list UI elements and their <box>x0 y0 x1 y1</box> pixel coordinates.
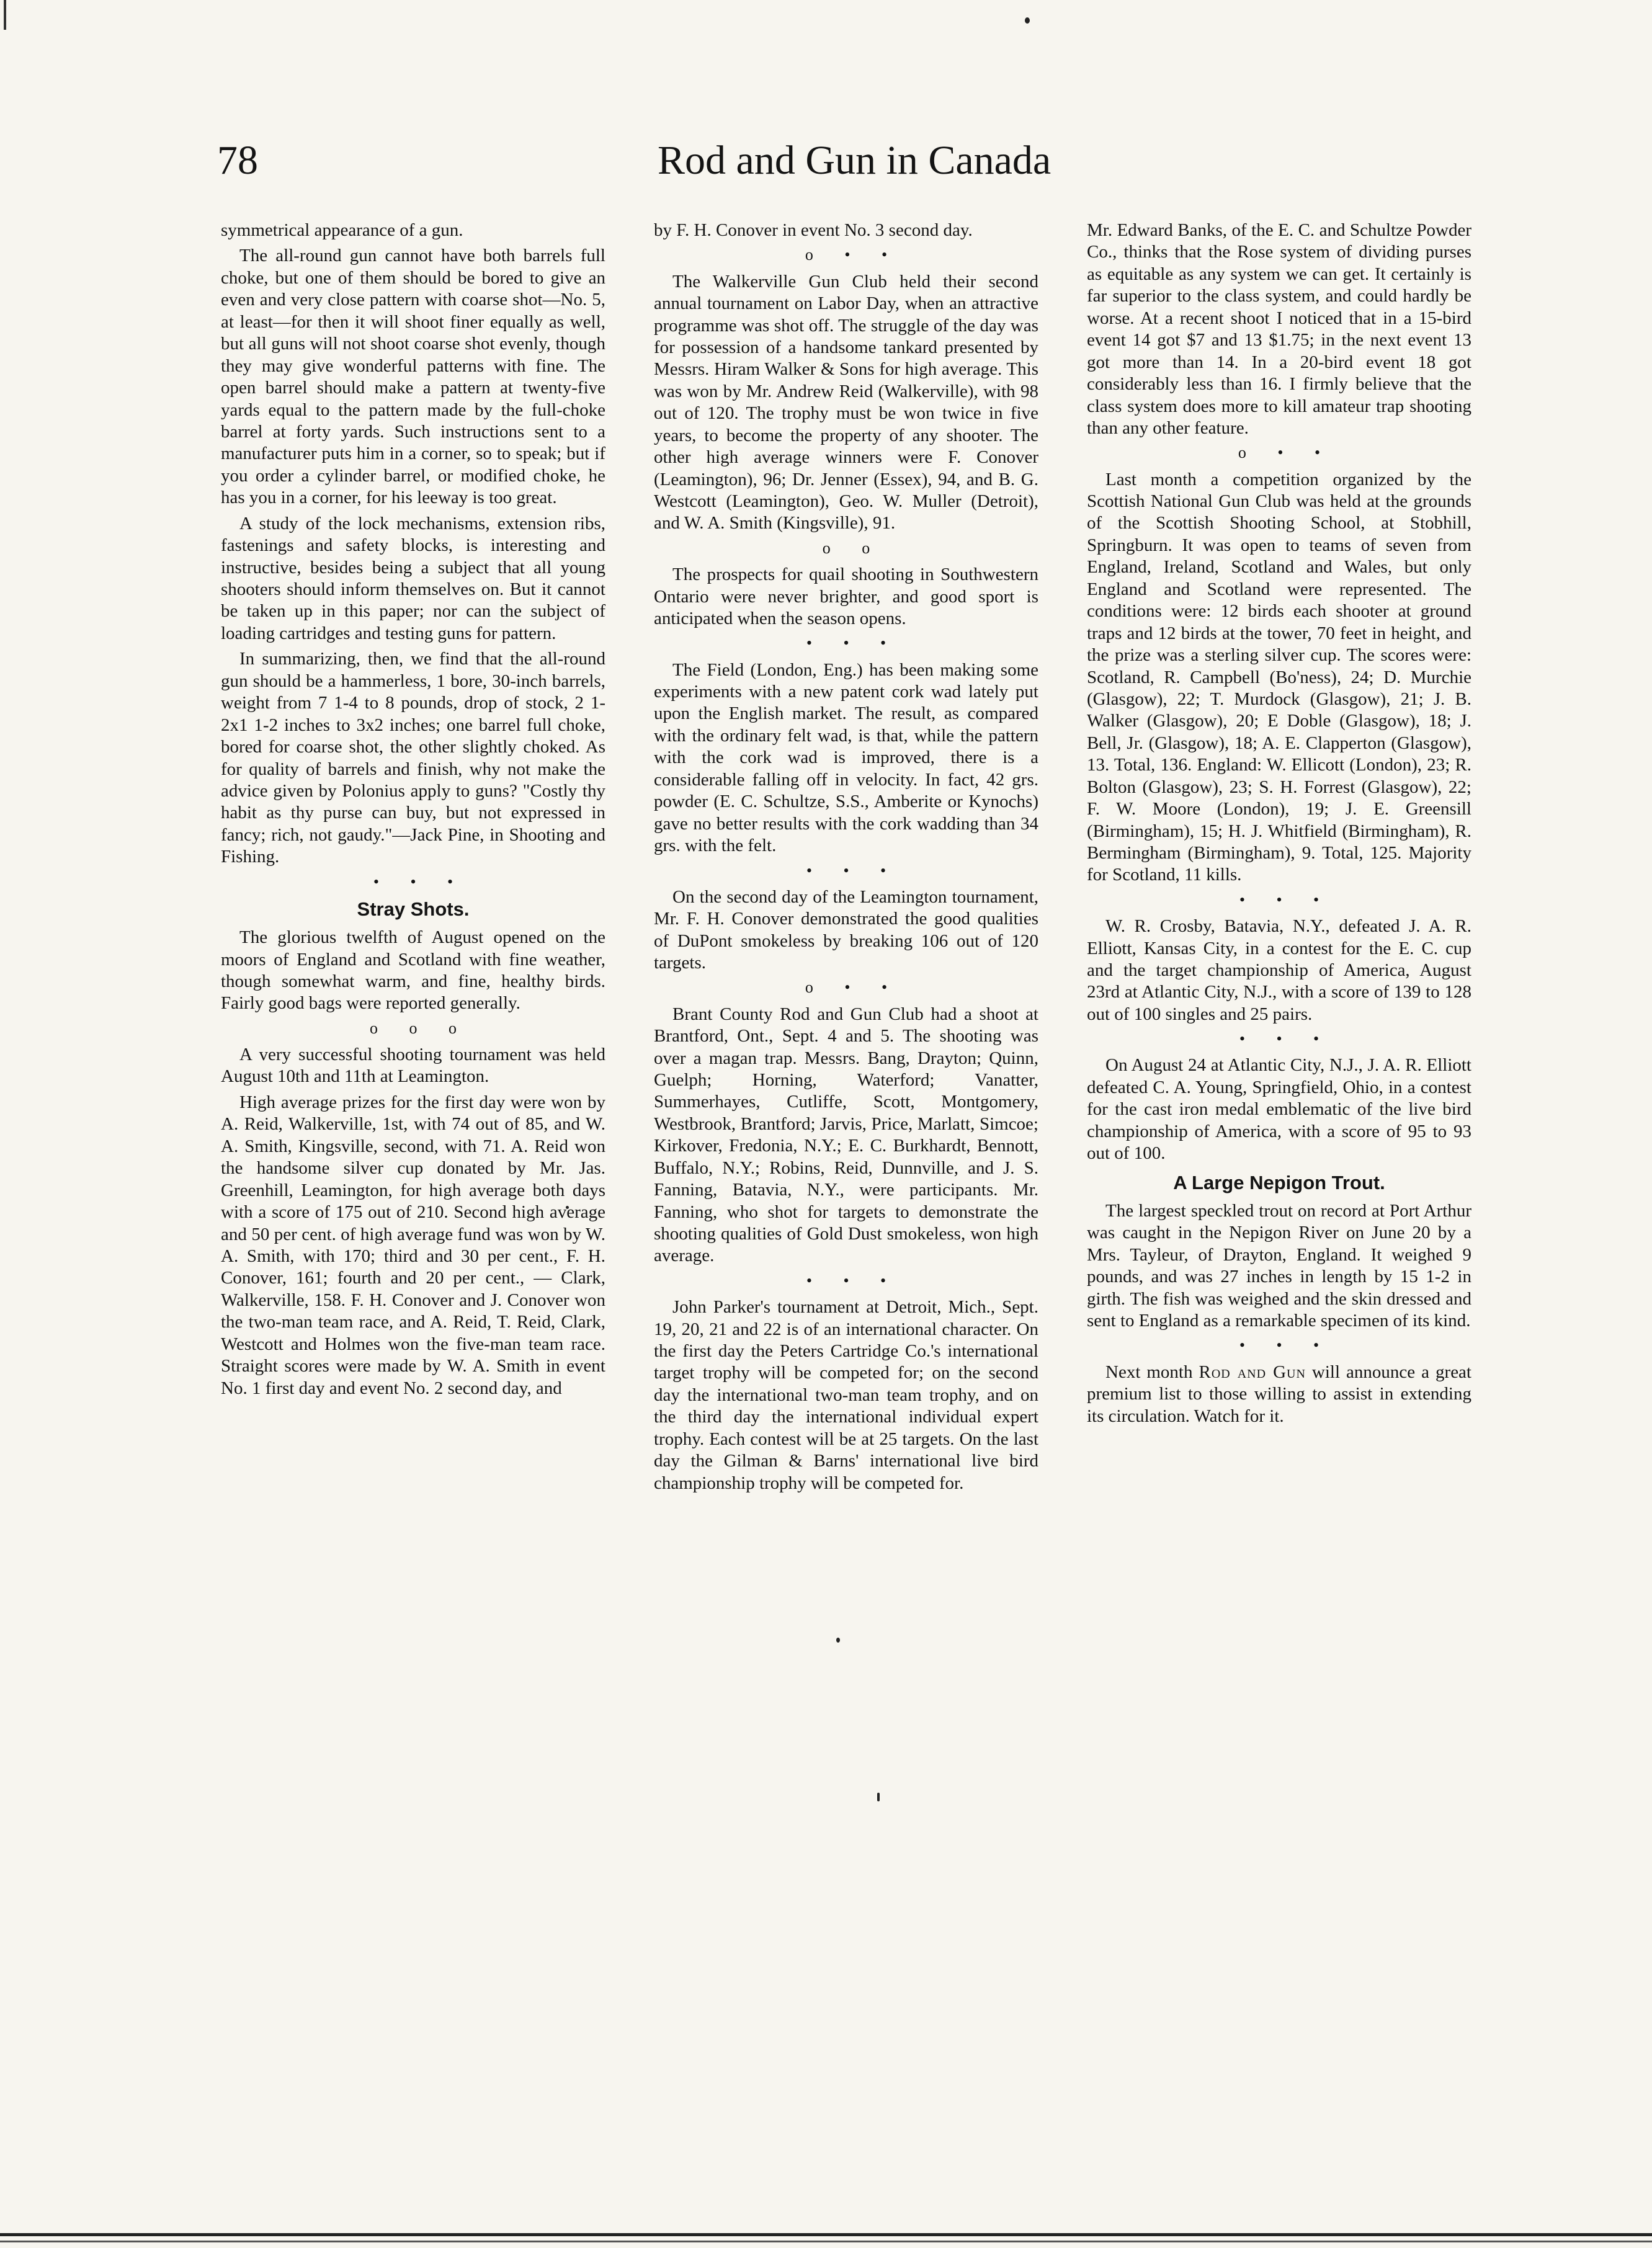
column-3 <box>1087 220 1471 1431</box>
section-separator: o • • <box>805 246 901 264</box>
section-heading-nepigon-trout: A Large Nepigon Trout. <box>1173 1171 1385 1193</box>
paragraph: A study of the lock mechanisms, extension ribs, fastenings and safety blocks, is interesting and instructive, besides being a subject that all young shooters should inform themselves on. But it cannot be taken up in this paper; nor can the subject of loading cartridges and testing guns for pattern. <box>221 513 605 643</box>
running-head: Rod and Gun in Canada <box>658 138 1051 183</box>
paragraph: High average prizes for the first day were won by A. Reid, Walkerville, 1st, with 74 out of 85, and W. A. Smith, Kingsville, second, with 71. A. Reid won the handsome silver cup donated by Mr. Jas. Greenhill, Leamington, for high average both days with a score of 175 out of 210. Second high average and 50 per cent. of high average fund was won by W. A. Smith, with 170; third and 30 per cent., F. H. Conover, 161; fourth and 20 per cent., — Clark, Walkerville, 158. F. H. Conover and J. Conover won the two-man team race, and A. Reid, T. Reid, Clark, Westcott and Holmes won the five-man team race. Straight scores were made by W. A. Smith in event No. 1 first day and event No. 2 second day, and <box>221 1092 605 1398</box>
ink-speck <box>836 1638 840 1643</box>
section-separator: o • • <box>805 978 901 997</box>
paragraph: In summarizing, then, we find that the all-round gun should be a hammerless, 1 bore, 30-inch barrels, weight from 7 1-4 to 8 pounds, drop of stock, 2 1-2x1 1-2 inches to 3x2 inches; one barrel full choke, bored for coarse shot, the other slightly choked. As for quality of barrels and finish, why not make the advice given by Polonius apply to guns? "Costly thy habit as thy purse can buy, but not expressed in fancy; rich, not gaudy."—Jack Pine, in Shooting and Fishing. <box>221 649 605 867</box>
bottom-rule-thin <box>0 2241 1652 2242</box>
paragraph: symmetrical appearance of a gun. <box>221 220 463 240</box>
bottom-rule <box>0 2233 1652 2236</box>
announcement-lead: Next month <box>1105 1362 1199 1382</box>
section-separator: • • • <box>806 1271 900 1290</box>
section-separator: • • • <box>806 861 900 880</box>
page-number: 78 <box>217 138 258 183</box>
paragraph-announcement <box>1087 1362 1471 1427</box>
announcement-rest: will announce a great premium list to those willing to assist in extending its circulation. Watch for it. <box>1087 1362 1471 1426</box>
section-separator: o o <box>822 538 884 557</box>
paragraph: Mr. Edward Banks, of the E. C. and Schultze Powder Co., thinks that the Rose system of dividing purses as equitable as any system we can get. It certainly is far superior to the class system, and could hardly be worse. At a recent shoot I noticed that in a 15-bird event 14 got $7 and 13 $1.75; in the next event 13 got more than 14. In a 20-bird event 18 got considerably less than 16. I firmly believe that the class system does more to kill amateur trap shooting than any other feature. <box>1087 220 1471 438</box>
paragraph: The largest speckled trout on record at Port Arthur was caught in the Nepigon River on June 20 by a Mrs. Tayleur, of Drayton, England. It weighed 9 pounds, and was 27 inches in length by 15 1-2 in girth. The fish was weighed and the skin dressed and sent to England as a remarkable specimen of its kind. <box>1087 1200 1471 1331</box>
section-separator: • • • <box>1239 1030 1333 1048</box>
paragraph: The glorious twelfth of August opened on the moors of England and Scotland with fine weather, though somewhat warm, and fine, healthy birds. Fairly good bags were reported generally. <box>221 927 605 1014</box>
magazine-name: Rod and Gun <box>1199 1362 1306 1382</box>
paragraph: by F. H. Conover in event No. 3 second day. <box>654 220 973 240</box>
ink-speck <box>877 1793 880 1801</box>
paragraph: On August 24 at Atlantic City, N.J., J. A. R. Elliott defeated C. A. Young, Springfield, Ohio, in a contest for the cast iron medal emblematic of the live bird championship of America, with a score of 95 to 93 out of 100. <box>1087 1055 1471 1164</box>
paragraph: Last month a competition organized by the Scottish National Gun Club was held at the grounds of the Scottish Shooting School, at Stobhill, Springburn. It was open to teams of seven from England, Ireland, Scotland and Wales, but only England and Scotland were represented. The conditions were: 12 birds each shooter at ground traps and 12 birds at the tower, 70 feet in height, and the prize was a sterling silver cup. The scores were: Scotland, R. Campbell (Bo'ness), 24; D. Murchie (Glasgow), 22; T. Murdock (Glasgow), 21; J. B. Walker (Glasgow), 20; E Doble (Glasgow), 18; J. Bell, Jr. (Glasgow), 18; A. E. Clapperton (Glasgow), 13. Total, 136. England: W. Ellicott (London), 23; R. Bolton (Glasgow), 23; S. H. Forrest (Glasgow), 22; F. W. Moore (London), 19; J. E. Greensill (Birmingham), 15; H. J. Whitfield (Birmingham), R. Bermingham (Birmingham), 9. Total, 125. Majority for Scotland, 11 kills. <box>1087 469 1471 885</box>
section-separator: o o o <box>370 1019 470 1037</box>
paragraph: A very successful shooting tournament was held August 10th and 11th at Leamington. <box>221 1045 605 1087</box>
ink-speck <box>1025 17 1030 24</box>
section-separator: • • • <box>1239 1336 1333 1355</box>
paragraph: Brant County Rod and Gun Club had a shoot at Brantford, Ont., Sept. 4 and 5. The shooting was over a magan trap. Messrs. Bang, Drayton; Quinn, Guelph; Horning, Waterford; Vanatter, Summerhayes, Cutliffe, Scott, Montgomery, Westbrook, Brantford; Jarvis, Price, Marlatt, Simcoe; Kirkover, Fredonia, N.Y.; E. C. Burkhardt, Bennott, Buffalo, N.Y.; Robins, Reid, Dunnville, and J. S. Fanning, Batavia, N.Y., were participants. Mr. Fanning, who shot for targets to demonstrate the shooting qualities of Gold Dust smokeless, won high average. <box>654 1004 1038 1266</box>
section-separator: • • • <box>806 634 900 653</box>
paragraph: The all-round gun cannot have both barrels full choke, but one of them should be bored to give an even and very close pattern with coarse shot—No. 5, at least—for then it will shoot finer equally as well, but all guns will not shoot coarse shot evenly, though they may give wonderful patterns with fine. The open barrel should make a pattern at twenty-five yards equal to the pattern made by the full-choke barrel at forty yards. Such instructions sent to a manufacturer puts him in a corner, so to speak; but if you order a cylinder barrel, or modified choke, he has you in a corner, for his leeway is too great. <box>221 246 605 508</box>
paragraph: The Field (London, Eng.) has been making some experiments with a new patent cork wad lately put upon the English market. The result, as compared with the ordinary felt wad, is that, while the pattern with the cork wad is improved, there is a considerable falling off in velocity. In fact, 42 grs. powder (E. C. Schultze, S.S., Amberite or Kynochs) gave no better results with the cork wadding than 34 grs. with the felt. <box>654 659 1038 856</box>
section-separator: o • • <box>1238 444 1334 462</box>
paragraph: John Parker's tournament at Detroit, Mich., Sept. 19, 20, 21 and 22 is of an international character. On the first day the Peters Cartridge Co.'s international target trophy will be competed for; on the second day the international two-man team trophy, and on the third day the international individual expert trophy. Each contest will be at 25 targets. On the last day the Gilman & Barns' international live bird championship trophy will be competed for. <box>654 1297 1038 1493</box>
paragraph: The prospects for quail shooting in Southwestern Ontario were never brighter, and good sport is anticipated when the season opens. <box>654 564 1038 628</box>
paragraph: On the second day of the Leamington tournament, Mr. F. H. Conover demonstrated the good qualities of DuPont smokeless by breaking 106 out of 120 targets. <box>654 886 1038 973</box>
section-separator: • • • <box>1239 890 1333 909</box>
column-2 <box>654 220 1038 1498</box>
scan-edge-mark <box>4 0 6 30</box>
section-heading-stray-shots: Stray Shots. <box>357 898 470 920</box>
section-separator: • • • <box>373 872 467 891</box>
column-1 <box>221 220 605 1403</box>
paragraph: The Walkerville Gun Club held their second annual tournament on Labor Day, when an attractive programme was shot off. The struggle of the day was for possession of a handsome tankard presented by Messrs. Hiram Walker & Sons for high average. This was won by Mr. Andrew Reid (Walkerville), with 98 out of 120. The trophy must be won twice in five years, to become the property of any shooter. The other high average winners were F. Conover (Leamington), 96; Dr. Jenner (Essex), 94, and B. G. Westcott (Leamington), Geo. W. Muller (Detroit), and W. A. Smith (Kingsville), 91. <box>654 271 1038 533</box>
paragraph: W. R. Crosby, Batavia, N.Y., defeated J. A. R. Elliott, Kansas City, in a contest for the E. C. cup and the target championship of America, August 23rd at Atlantic City, N.J., with a score of 139 to 128 out of 100 singles and 25 pairs. <box>1087 916 1471 1024</box>
